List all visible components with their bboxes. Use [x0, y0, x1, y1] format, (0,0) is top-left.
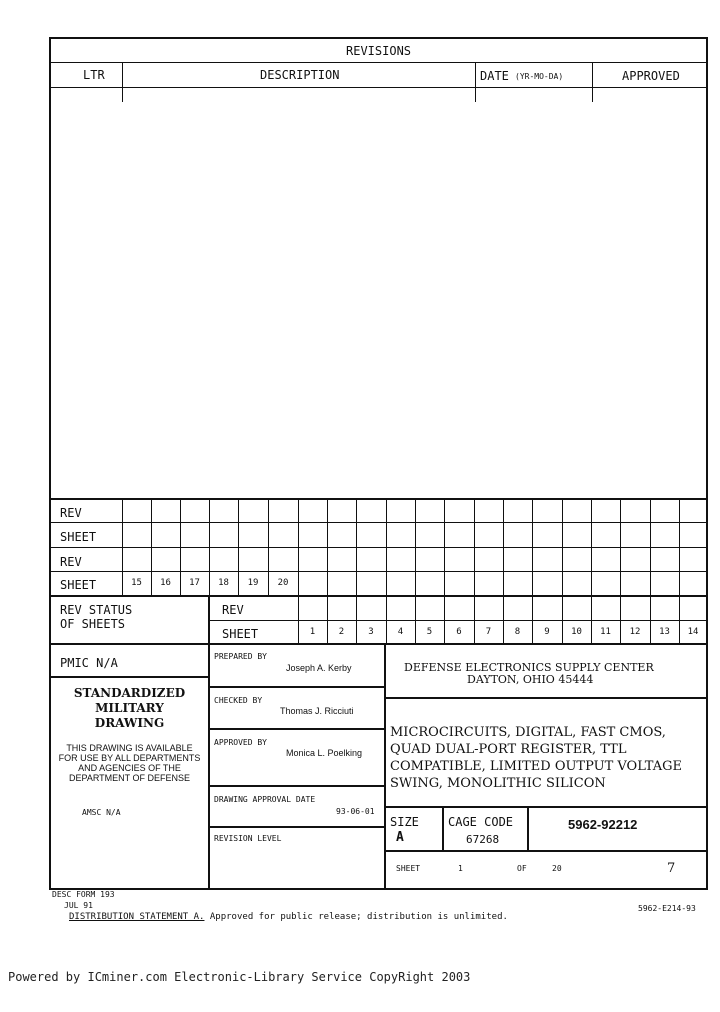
agency-line-1: DEFENSE ELECTRONICS SUPPLY CENTER: [404, 661, 654, 674]
rev-status-label: REV STATUS: [60, 603, 133, 617]
col-date-format: (YR-MO-DA): [515, 72, 564, 81]
prepared-by-label: PREPARED BY: [214, 652, 267, 661]
sheet-cell: 18: [218, 578, 229, 588]
approved-by-label: APPROVED BY: [214, 738, 267, 747]
title-line-2: QUAD DUAL-PORT REGISTER, TTL: [390, 742, 627, 757]
approved-by-name: Monica L. Poelking: [286, 748, 363, 758]
grid-line: [386, 499, 387, 596]
smd-title-1: STANDARDIZED: [73, 686, 186, 700]
of-label: OF: [517, 864, 527, 873]
sheet-cell: 17: [189, 578, 200, 588]
sheet-cell: 16: [160, 578, 171, 588]
status-sheet-cell: 11: [600, 626, 611, 637]
grid-line: [650, 499, 651, 596]
distribution-statement: [69, 913, 508, 922]
sheet-cell: 20: [277, 578, 289, 588]
status-sheet-cell: 2: [338, 626, 345, 637]
smd-title-3: DRAWING: [94, 716, 165, 730]
sheet-label: SHEET: [396, 864, 421, 873]
cage-code-value: 67268: [466, 833, 500, 846]
status-sheet-cell: 3: [368, 626, 374, 637]
status-sheet-cell: 6: [456, 626, 462, 637]
smd-avail-2: FOR USE BY ALL DEPARTMENTS: [58, 753, 201, 763]
smd-avail-1: THIS DRAWING IS AVAILABLE: [66, 743, 193, 753]
grid-row-rev-2: REV: [60, 555, 82, 569]
form-number: DESC FORM 193: [52, 890, 115, 899]
sheet-cell: 19: [247, 578, 259, 588]
status-rev-label: REV: [222, 603, 244, 617]
status-sheet-cell: 13: [659, 626, 670, 637]
grid-line: [415, 499, 416, 596]
status-sheet-label: SHEET: [222, 627, 259, 641]
status-sheet-cell: 7: [485, 626, 492, 637]
col-approved: APPROVED: [622, 69, 680, 83]
grid-line: [298, 499, 299, 596]
status-sheet-cell: 14: [687, 626, 699, 637]
title-line-3: COMPATIBLE, LIMITED OUTPUT VOLTAGE: [390, 759, 682, 774]
grid-line: [503, 499, 504, 596]
smd-avail-4: DEPARTMENT OF DEFENSE: [68, 773, 191, 783]
status-sheet-cell: 4: [397, 626, 404, 637]
grid-row-sheet-1: SHEET: [60, 530, 97, 544]
grid-line: [532, 499, 533, 596]
prepared-by-name: Joseph A. Kerby: [286, 663, 352, 673]
drawing-approval-label: DRAWING APPROVAL DATE: [214, 795, 316, 804]
document-number: 5962-92212: [568, 817, 638, 832]
grid-line: [679, 499, 680, 596]
col-description: DESCRIPTION: [260, 68, 340, 82]
sheet-mark: 7: [667, 861, 676, 876]
size-value: A: [396, 830, 404, 845]
amsc-label: AMSC N/A: [82, 808, 121, 817]
status-sheet-cell: 12: [629, 626, 641, 637]
grid-row-sheet-2: SHEET: [60, 578, 97, 592]
of-total: 20: [552, 864, 562, 873]
smd-title-2: MILITARY: [95, 701, 164, 715]
title-line-1: MICROCIRCUITS, DIGITAL, FAST CMOS,: [390, 725, 666, 740]
grid-line: [562, 499, 563, 596]
cage-code-label: CAGE CODE: [448, 815, 514, 829]
revision-level-label: REVISION LEVEL: [214, 834, 282, 843]
checked-by-label: CHECKED BY: [214, 696, 263, 705]
sheet-number: 1: [458, 864, 463, 873]
grid-line: [620, 499, 621, 596]
form-date: JUL 91: [64, 901, 93, 910]
status-sheet-cell: 5: [426, 626, 433, 637]
revisions-title: REVISIONS: [346, 44, 412, 58]
smd-avail-3: AND AGENCIES OF THE: [78, 763, 181, 773]
title-line-4: SWING, MONOLITHIC SILICON: [390, 776, 606, 791]
grid-line: [356, 499, 357, 596]
powered-by-text: Powered by ICminer.com Electronic-Library Service CopyRight 2003: [8, 970, 471, 984]
checked-by-name: Thomas J. Ricciuti: [280, 706, 354, 716]
size-label: SIZE: [390, 815, 419, 829]
agency-line-2: DAYTON, OHIO 45444: [467, 673, 594, 686]
grid-row-rev-1: REV: [60, 506, 82, 520]
grid-line: [591, 499, 592, 596]
distribution-label: DISTRIBUTION STATEMENT A.: [69, 912, 205, 922]
col-ltr: LTR: [83, 68, 105, 82]
grid-line: [327, 499, 328, 596]
of-sheets-label: OF SHEETS: [60, 617, 126, 631]
grid-line: [444, 499, 445, 596]
status-sheet-cell: 10: [571, 626, 582, 637]
distribution-text: Approved for public release; distribution is unlimited.: [204, 912, 508, 922]
grid-line: [474, 499, 475, 596]
drawing-approval-date: 93-06-01: [336, 807, 375, 816]
status-sheet-cell: 9: [544, 626, 550, 637]
footer-code: 5962-E214-93: [638, 904, 696, 913]
status-sheet-cell: 8: [514, 626, 521, 637]
status-sheet-cell: 1: [309, 626, 316, 637]
sheet-cell: 15: [131, 578, 142, 588]
pmic-label: PMIC N/A: [60, 656, 118, 670]
col-date: DATE: [480, 69, 509, 83]
